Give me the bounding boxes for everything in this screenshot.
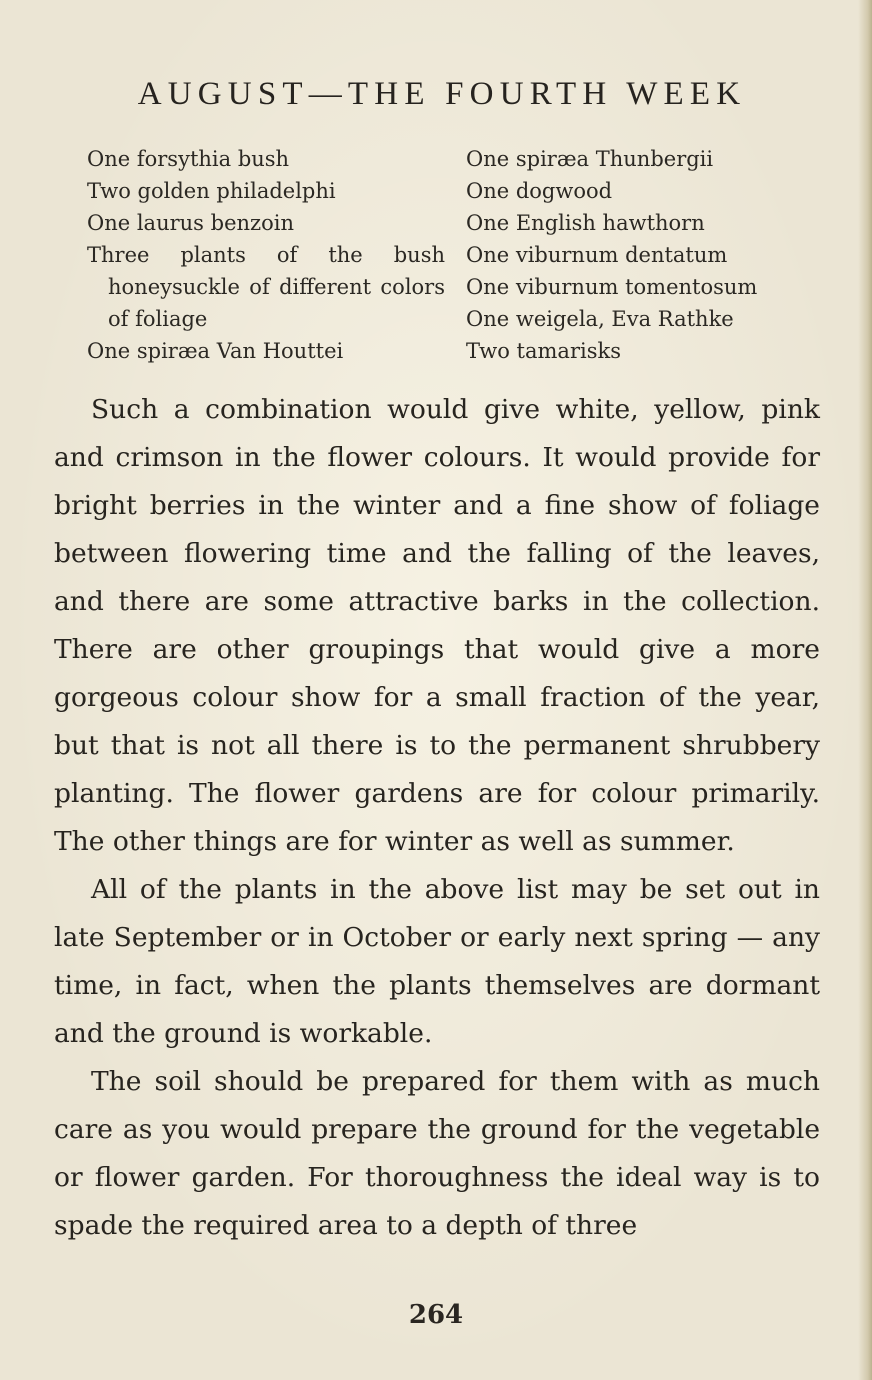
plant-list-item-wrapped	[87, 239, 445, 335]
plant-list-item: One forsythia bush	[87, 147, 290, 171]
plant-list-item: One spiræa Thunbergii	[466, 147, 714, 171]
plant-list-item: One weigela, Eva Rathke	[466, 307, 734, 331]
body-text	[54, 386, 820, 1250]
plant-list-item: One dogwood	[466, 179, 613, 203]
plant-list-item: One laurus benzoin	[87, 211, 294, 235]
paragraph: The soil should be prepared for them with as much care as you would prepare the ground for the vegetable or flower garden. For thoroughness the ideal way is to spade the required area to a depth of three	[54, 1066, 820, 1241]
running-head: AUGUST—THE FOURTH WEEK	[137, 76, 747, 112]
plant-list-item: One spiræa Van Houttei	[87, 339, 344, 363]
plant-list-left-column	[87, 143, 445, 367]
plant-list-right-column	[466, 143, 826, 367]
page-number: 264	[408, 1300, 464, 1330]
paragraph: Such a combination would give white, yellow, pink and crimson in the flower colours. It would provide for bright berries in the winter and a fine show of foliage between flowering time and the falling of the leaves, and there are some attractive barks in the collection. There are other groupings that would give a more gorgeous colour show for a small fraction of the year, but that is not all there is to the permanent shrubbery planting. The flower gardens are for colour primarily. The other things are for winter as well as summer.	[54, 394, 820, 857]
plant-list-item-text: Three plants of the bush honeysuckle of different colors of foliage	[87, 243, 445, 331]
plant-list-item: One English hawthorn	[466, 211, 705, 235]
plant-list-item: Two tamarisks	[466, 339, 621, 363]
plant-list-item: One viburnum dentatum	[466, 243, 728, 267]
plant-list-item: One viburnum tomentosum	[466, 275, 758, 299]
plant-list-item: Two golden philadelphi	[87, 179, 336, 203]
page-edge-shadow	[858, 0, 872, 1380]
paragraph: All of the plants in the above list may be set out in late September or in October or early next spring — any time, in fact, when the plants themselves are dormant and the ground is workable.	[54, 874, 820, 1049]
